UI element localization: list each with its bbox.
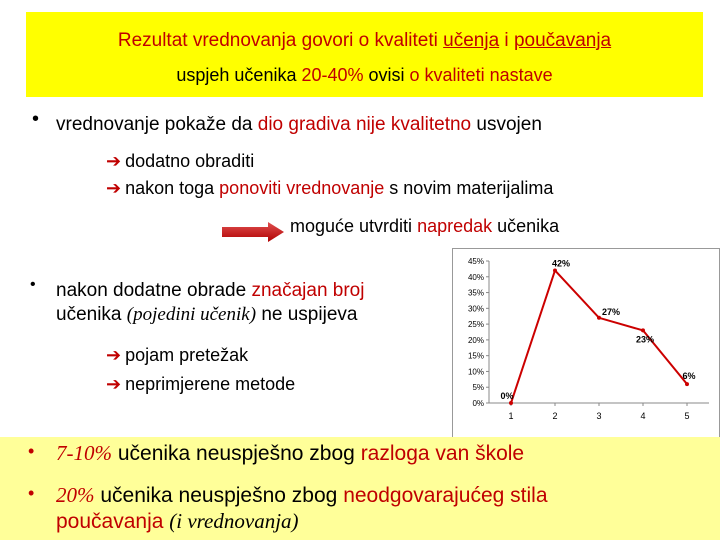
arrow-right-icon: ➔ bbox=[106, 151, 122, 171]
data-label: 23% bbox=[635, 334, 655, 345]
arrow-item-2-c: s novim materijalima bbox=[384, 178, 554, 198]
conclusion-c: učenika bbox=[492, 216, 560, 236]
arrow2-item-2 bbox=[106, 374, 295, 395]
bullet2-d: (pojedini učenik) bbox=[126, 304, 257, 325]
bullet-dot: • bbox=[32, 108, 40, 130]
arrow-right-icon: ➔ bbox=[106, 374, 122, 394]
bottom-panel bbox=[0, 437, 720, 540]
conclusion-text bbox=[290, 216, 559, 237]
bottom-bullet-1 bbox=[56, 441, 524, 466]
bullet-dot: • bbox=[28, 483, 35, 503]
x-tick-label: 1 bbox=[508, 411, 514, 421]
banner-title-prefix: Rezultat vrednovanja govori o kvaliteti bbox=[117, 30, 444, 51]
bullet2-b: značajan broj bbox=[251, 280, 365, 301]
conclusion-b: napredak bbox=[417, 216, 493, 236]
bullet2-e: ne uspijeva bbox=[256, 304, 358, 325]
bottom-bullet-2 bbox=[56, 483, 548, 508]
y-tick-label: 35% bbox=[467, 288, 484, 298]
bullet1-text bbox=[56, 114, 542, 136]
banner-ucenja: učenja bbox=[443, 30, 500, 51]
arrow-item-1-text: dodatno obraditi bbox=[125, 151, 255, 171]
arrow-right-icon: ➔ bbox=[106, 178, 122, 198]
bullet1-a: vrednovanje pokaže da bbox=[56, 114, 258, 135]
banner-i: i bbox=[499, 30, 514, 51]
bullet1-c: usvojen bbox=[471, 114, 542, 135]
bullet2-a: nakon dodatne obrade bbox=[56, 280, 252, 301]
y-tick-label: 10% bbox=[467, 367, 484, 377]
bullet1-b: dio gradiva nije kvalitetno bbox=[257, 114, 472, 135]
x-tick-label: 3 bbox=[596, 411, 602, 421]
data-label: 6% bbox=[682, 371, 696, 382]
y-tick-label: 25% bbox=[467, 320, 484, 330]
y-tick-label: 15% bbox=[467, 351, 484, 361]
series-line bbox=[511, 270, 687, 403]
arrow2-item-1 bbox=[106, 345, 248, 366]
bullet-dot: • bbox=[30, 276, 36, 293]
data-label: 0% bbox=[500, 391, 514, 401]
y-tick-label: 20% bbox=[467, 335, 484, 345]
line-chart bbox=[452, 248, 720, 438]
data-point bbox=[509, 401, 513, 405]
conclusion-a: moguće utvrditi bbox=[290, 216, 418, 236]
title-banner bbox=[26, 12, 703, 97]
x-tick-label: 5 bbox=[684, 411, 690, 421]
x-tick-label: 4 bbox=[640, 411, 646, 421]
data-point bbox=[553, 268, 557, 272]
x-tick-label: 2 bbox=[552, 411, 558, 421]
y-tick-label: 0% bbox=[472, 399, 484, 408]
y-tick-label: 30% bbox=[467, 304, 484, 314]
bottom-b1-a: učenika neuspješno zbog bbox=[112, 442, 361, 465]
arrow-item-2-a: nakon toga bbox=[125, 178, 220, 198]
data-label: 27% bbox=[601, 306, 621, 317]
banner-sub-pct: 20-40% bbox=[301, 65, 364, 85]
arrow2-item-1-text: pojam pretežak bbox=[125, 345, 249, 365]
y-tick-label: 40% bbox=[467, 272, 484, 282]
arrow-item-1 bbox=[106, 151, 254, 172]
bottom-b1-b: razloga van škole bbox=[360, 442, 525, 465]
data-point bbox=[597, 316, 601, 320]
banner-subtitle bbox=[26, 65, 703, 86]
bottom-bullet-2-cont bbox=[56, 509, 299, 534]
bullet-dot: • bbox=[28, 441, 35, 461]
bullet2-line2 bbox=[56, 304, 357, 326]
y-tick-label: 45% bbox=[467, 257, 484, 266]
bottom-b2-pct: 20% bbox=[56, 483, 95, 507]
banner-poucavanja: poučavanja bbox=[513, 30, 612, 51]
banner-sub-b: ovisi bbox=[363, 65, 410, 85]
banner-sub-c: o kvaliteti nastave bbox=[409, 65, 553, 85]
line-chart-svg bbox=[453, 249, 719, 437]
bottom-b2-b: neodgovarajućeg stila bbox=[343, 484, 548, 507]
bullet2-c: učenika bbox=[56, 304, 127, 325]
bottom-b2-a: učenika neuspješno zbog bbox=[94, 484, 344, 507]
data-point bbox=[641, 328, 645, 332]
arrow-item-2-b: ponoviti vrednovanje bbox=[219, 178, 385, 198]
bullet2-line1 bbox=[56, 280, 364, 302]
block-arrow-icon bbox=[222, 222, 284, 242]
data-label: 42% bbox=[551, 258, 571, 269]
banner-sub-a: uspjeh učenika bbox=[176, 65, 302, 85]
arrow-item-2 bbox=[106, 178, 553, 199]
bottom-b1-pct: 7-10% bbox=[56, 441, 112, 465]
bottom-b2-c: poučavanja bbox=[56, 510, 170, 533]
arrow2-item-2-text: neprimjerene metode bbox=[125, 374, 296, 394]
y-tick-label: 5% bbox=[472, 383, 484, 393]
data-point bbox=[685, 382, 689, 386]
bottom-b2-d: (i vrednovanja) bbox=[169, 509, 299, 533]
arrow-right-icon: ➔ bbox=[106, 345, 122, 365]
banner-title bbox=[26, 30, 703, 52]
